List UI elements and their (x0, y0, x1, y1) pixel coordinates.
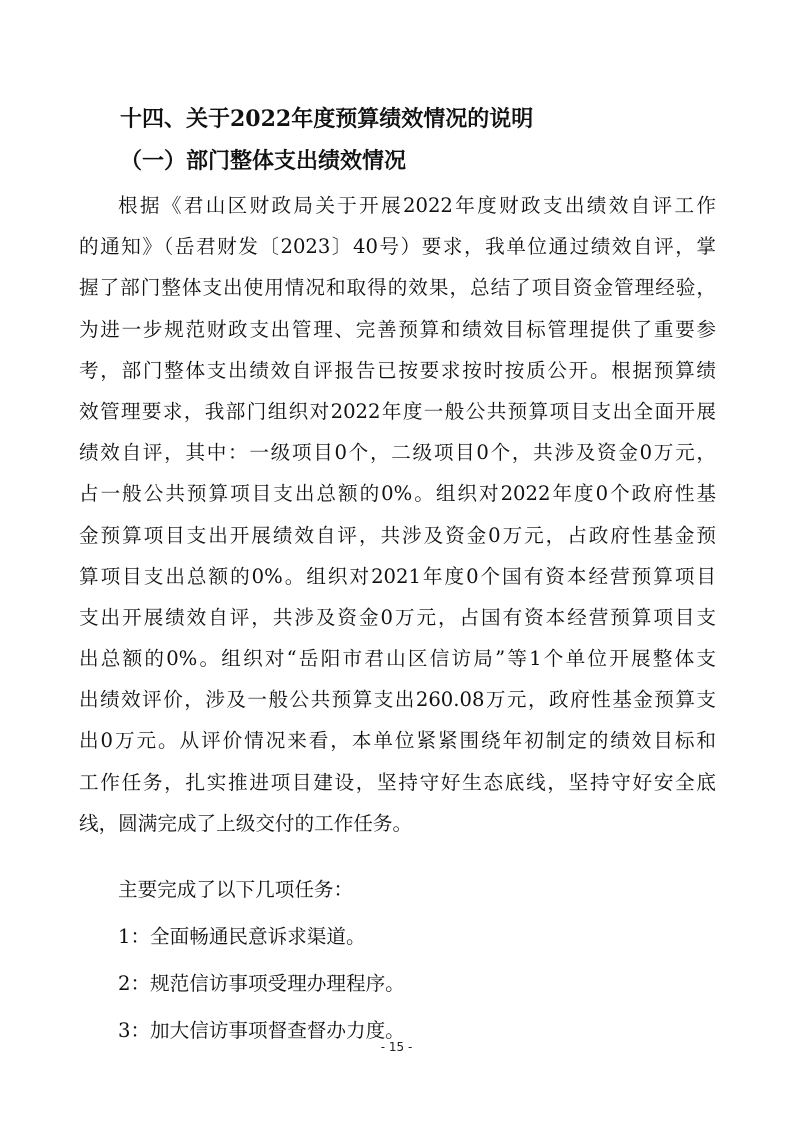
subsection-heading: （一）部门整体支出绩效情况 (120, 148, 407, 174)
paragraph-line: 考，部门整体支出绩效自评报告已按要求按时按质公开。根据预算绩 (79, 358, 716, 382)
paragraph-line: 线，圆满完成了上级交付的工作任务。 (79, 811, 413, 835)
body-paragraph (79, 185, 716, 844)
paragraph-line: 效管理要求，我部门组织对2022年度一般公共预算项目支出全面开展 (79, 399, 716, 423)
paragraph-line: 的通知》（岳君财发〔2023〕40号）要求，我单位通过绩效自评，掌 (79, 235, 716, 259)
task-list-intro: 主要完成了以下几项任务： (118, 878, 354, 901)
paragraph-line: 出总额的0%。组织对“岳阳市君山区信访局”等1个单位开展整体支 (79, 647, 716, 671)
paragraph-line: 工作任务，扎实推进项目建设，坚持守好生态底线，坚持守好安全底 (79, 770, 716, 794)
task-item: 3：加大信访事项督查督办力度。 (118, 1019, 405, 1042)
paragraph-line: 金预算项目支出开展绩效自评，共涉及资金0万元，占政府性基金预 (79, 523, 716, 547)
task-item: 2：规范信访事项受理办理程序。 (118, 972, 405, 995)
paragraph-line: 绩效自评，其中：一级项目0个，二级项目0个，共涉及资金0万元， (79, 441, 716, 465)
paragraph-line: 占一般公共预算项目支出总额的0%。组织对2022年度0个政府性基 (79, 482, 716, 506)
paragraph-line: 出绩效评价，涉及一般公共预算支出260.08万元，政府性基金预算支 (79, 688, 716, 712)
paragraph-line: 握了部门整体支出使用情况和取得的效果，总结了项目资金管理经验， (79, 276, 716, 300)
task-list (118, 866, 405, 1054)
paragraph-line: 支出开展绩效自评，共涉及资金0万元，占国有资本经营预算项目支 (79, 605, 716, 629)
paragraph-line: 为进一步规范财政支出管理、完善预算和绩效目标管理提供了重要参 (79, 317, 716, 341)
paragraph-line: 算项目支出总额的0%。组织对2021年度0个国有资本经营预算项目 (79, 564, 716, 588)
task-item: 1：全面畅通民意诉求渠道。 (118, 925, 366, 948)
paragraph-line: 根据《君山区财政局关于开展2022年度财政支出绩效自评工作 (118, 194, 716, 217)
paragraph-line: 出0万元。从评价情况来看，本单位紧紧围绕年初制定的绩效目标和 (79, 729, 716, 753)
page-number: - 15 - (380, 1040, 413, 1054)
section-heading: 十四、关于2022年度预算绩效情况的说明 (120, 106, 534, 132)
